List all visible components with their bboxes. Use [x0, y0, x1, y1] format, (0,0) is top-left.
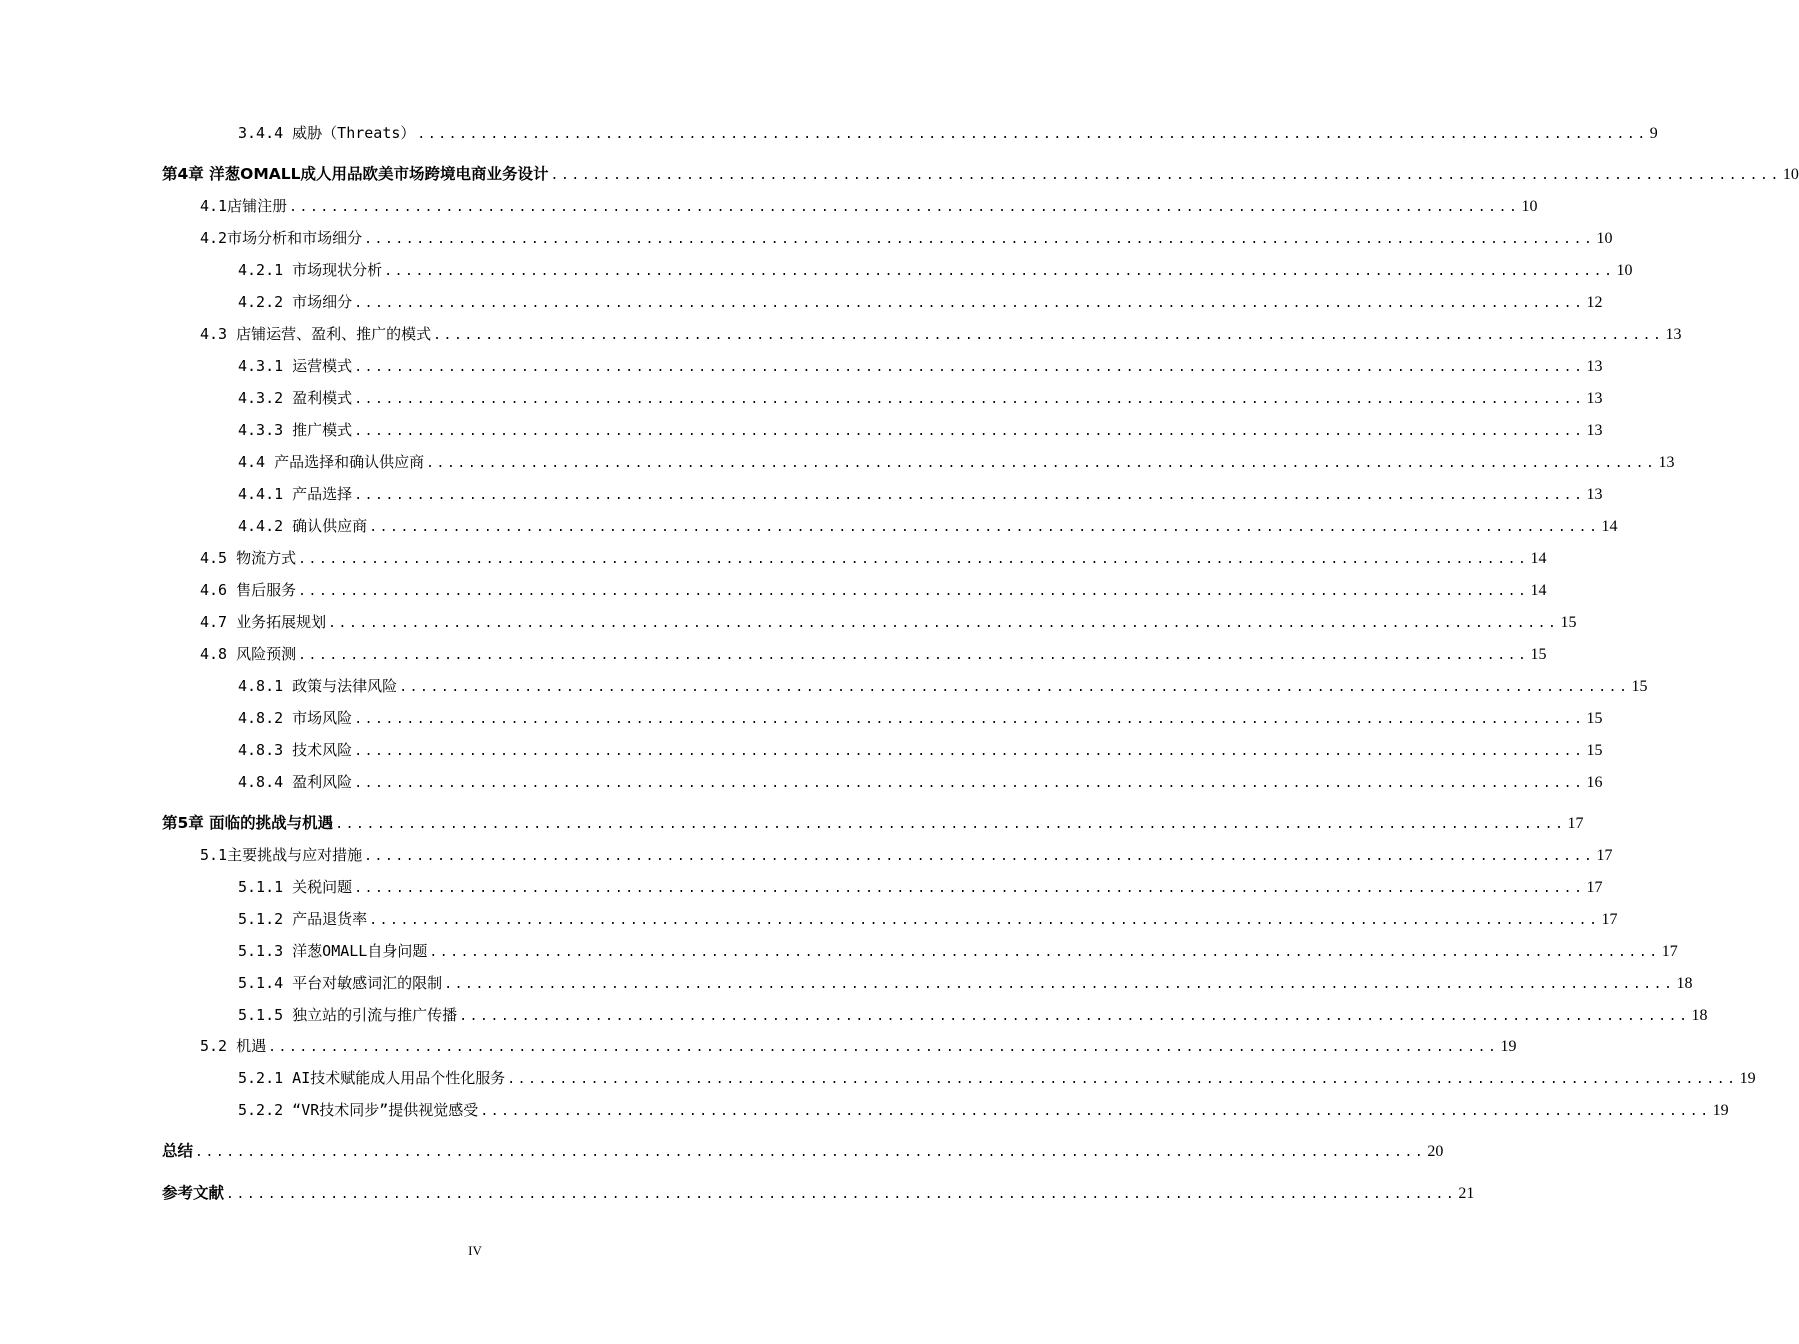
toc-entry-title: 3.4.4 威胁（Threats） [238, 124, 416, 142]
toc-entry-chapter[interactable] [162, 810, 1584, 836]
toc-leader-dots: ...................................................................................................................... [433, 328, 1664, 343]
toc-leader-dots: ...................................................................................................................... [268, 1040, 1499, 1055]
toc-entry-title: 4.4.2 确认供应商 [238, 517, 368, 535]
toc-entry[interactable] [238, 257, 1633, 283]
toc-entry-page: 10 [1521, 198, 1538, 215]
toc-entry[interactable] [238, 289, 1603, 315]
toc-leader-dots: ...................................................................................................................... [226, 1187, 1457, 1202]
toc-entry-page: 15 [1586, 710, 1603, 727]
toc-entry-title: 5.2.2 “VR技术同步”提供视觉感受 [238, 1101, 479, 1119]
toc-leader-dots: ...................................................................................................................... [298, 648, 1529, 663]
toc-entry-page: 15 [1560, 614, 1577, 631]
toc-entry-page: 17 [1586, 879, 1603, 896]
page-number-footer: IV [468, 1243, 482, 1258]
toc-entry-title: 4.3.2 盈利模式 [238, 389, 353, 407]
toc-entry-page: 15 [1631, 678, 1648, 695]
toc-entry[interactable] [238, 120, 1658, 146]
toc-entry-page: 15 [1530, 646, 1547, 663]
toc-entry-title: 5.1.1 关税问题 [238, 878, 353, 896]
toc-leader-dots: ...................................................................................................................... [298, 552, 1529, 567]
toc-entry[interactable] [200, 641, 1547, 667]
toc-entry[interactable] [238, 673, 1648, 699]
toc-entry[interactable] [238, 769, 1603, 795]
toc-entry-title: 4.6 售后服务 [200, 581, 297, 599]
toc-entry[interactable] [238, 481, 1603, 507]
toc-entry-page: 13 [1586, 422, 1603, 439]
toc-entry-page: 13 [1586, 486, 1603, 503]
toc-entry-title: 5.1.2 产品退货率 [238, 910, 368, 928]
toc-entry-page: 18 [1691, 1007, 1708, 1024]
toc-entry-chapter[interactable] [162, 1180, 1475, 1206]
toc-entry-title: 4.3 店铺运营、盈利、推广的模式 [200, 325, 432, 343]
toc-entry[interactable] [200, 842, 1613, 868]
toc-entry-title: 4.1店铺注册 [200, 197, 288, 215]
toc-entry[interactable] [238, 874, 1603, 900]
toc-entry[interactable] [238, 1002, 1708, 1028]
toc-entry-page: 19 [1500, 1038, 1517, 1055]
toc-entry-title: 5.1.4 平台对敏感词汇的限制 [238, 974, 443, 992]
toc-entry[interactable] [200, 609, 1577, 635]
toc-entry-title: 4.8.1 政策与法律风险 [238, 677, 398, 695]
toc-leader-dots: ...................................................................................................................... [369, 520, 1600, 535]
toc-entry-page: 12 [1586, 294, 1603, 311]
toc-entry-page: 13 [1586, 390, 1603, 407]
toc-leader-dots: ...................................................................................................................... [364, 849, 1595, 864]
toc-entry[interactable] [238, 385, 1603, 411]
toc-leader-dots: ...................................................................................................................... [399, 680, 1630, 695]
toc-entry[interactable] [238, 513, 1618, 539]
toc-entry-page: 21 [1458, 1185, 1475, 1202]
toc-leader-dots: ...................................................................................................................... [384, 264, 1615, 279]
toc-leader-dots: ...................................................................................................................... [354, 881, 1585, 896]
toc-entry-page: 14 [1530, 582, 1547, 599]
toc-entry-page: 10 [1596, 230, 1613, 247]
toc-entry-page: 20 [1427, 1143, 1444, 1160]
toc-entry-page: 18 [1676, 975, 1693, 992]
toc-entry-title: 第4章 洋葱OMALL成人用品欧美市场跨境电商业务设计 [162, 165, 549, 183]
toc-entry-page: 13 [1658, 454, 1675, 471]
toc-entry-title: 4.8.4 盈利风险 [238, 773, 353, 791]
toc-entry-title: 5.1.3 洋葱OMALL自身问题 [238, 942, 428, 960]
toc-entry[interactable] [238, 1097, 1729, 1123]
toc-entry-page: 13 [1586, 358, 1603, 375]
toc-entry-title: 5.2.1 AI技术赋能成人用品个性化服务 [238, 1069, 506, 1087]
toc-entry-page: 19 [1712, 1102, 1729, 1119]
toc-entry-page: 14 [1530, 550, 1547, 567]
toc-entry[interactable] [200, 225, 1613, 251]
toc-leader-dots: ...................................................................................................................... [429, 945, 1660, 960]
toc-entry-title: 4.2.2 市场细分 [238, 293, 353, 311]
toc-leader-dots: ...................................................................................................................... [369, 913, 1600, 928]
toc-entry-chapter[interactable] [162, 1138, 1444, 1164]
toc-entry-title: 总结 [162, 1142, 194, 1160]
toc-entry-title: 4.4 产品选择和确认供应商 [238, 453, 425, 471]
toc-entry-title: 4.8 风险预测 [200, 645, 297, 663]
toc-entry-page: 14 [1601, 518, 1618, 535]
toc-entry-title: 5.1主要挑战与应对措施 [200, 846, 363, 864]
toc-entry[interactable] [238, 938, 1678, 964]
toc-entry-page: 19 [1739, 1070, 1756, 1087]
toc-leader-dots: ...................................................................................................................... [328, 616, 1559, 631]
toc-leader-dots: ...................................................................................................................... [507, 1072, 1738, 1087]
toc-leader-dots: ...................................................................................................................... [354, 392, 1585, 407]
toc-entry-chapter[interactable] [162, 161, 1799, 187]
toc-leader-dots: ...................................................................................................................... [354, 488, 1585, 503]
toc-entry-page: 9 [1649, 125, 1658, 142]
toc-entry-title: 4.4.1 产品选择 [238, 485, 353, 503]
toc-leader-dots: ...................................................................................................................... [426, 456, 1657, 471]
toc-entry-page: 17 [1601, 911, 1618, 928]
toc-entry-page: 17 [1596, 847, 1613, 864]
toc-leader-dots: ...................................................................................................................... [195, 1145, 1426, 1160]
toc-leader-dots: ...................................................................................................................... [459, 1009, 1690, 1024]
toc-entry[interactable] [238, 1065, 1756, 1091]
toc-entry-page: 17 [1661, 943, 1678, 960]
toc-leader-dots: ...................................................................................................................... [354, 776, 1585, 791]
toc-leader-dots: ...................................................................................................................... [444, 977, 1675, 992]
toc-entry[interactable] [238, 417, 1603, 443]
toc-entry-page: 16 [1586, 774, 1603, 791]
toc-entry[interactable] [238, 737, 1603, 763]
toc-entry[interactable] [200, 545, 1547, 571]
toc-entry-title: 4.2.1 市场现状分析 [238, 261, 383, 279]
toc-entry-title: 4.7 业务拓展规划 [200, 613, 327, 631]
toc-entry-title: 4.3.1 运营模式 [238, 357, 353, 375]
toc-entry-title: 5.2 机遇 [200, 1037, 267, 1055]
toc-entry-page: 17 [1567, 815, 1584, 832]
toc-entry[interactable] [238, 906, 1618, 932]
toc-entry-title: 参考文献 [162, 1184, 225, 1202]
toc-entry[interactable] [238, 353, 1603, 379]
toc-entry-title: 4.3.3 推广模式 [238, 421, 353, 439]
toc-entry-title: 4.8.2 市场风险 [238, 709, 353, 727]
toc-leader-dots: ...................................................................................................................... [354, 744, 1585, 759]
toc-leader-dots: ...................................................................................................................... [289, 200, 1520, 215]
toc-leader-dots: ...................................................................................................................... [417, 127, 1648, 142]
toc-entry[interactable] [238, 970, 1693, 996]
toc-entry[interactable] [238, 449, 1675, 475]
toc-leader-dots: ...................................................................................................................... [354, 360, 1585, 375]
toc-entry[interactable] [200, 321, 1682, 347]
toc-entry-title: 4.2市场分析和市场细分 [200, 229, 363, 247]
toc-entry-title: 5.1.5 独立站的引流与推广传播 [238, 1006, 458, 1024]
toc-entry-page: 10 [1616, 262, 1633, 279]
toc-leader-dots: ...................................................................................................................... [354, 296, 1585, 311]
toc-entry-page: 15 [1586, 742, 1603, 759]
toc-leader-dots: ...................................................................................................................... [480, 1104, 1711, 1119]
toc-leader-dots: ...................................................................................................................... [298, 584, 1529, 599]
toc-entry-title: 第5章 面临的挑战与机遇 [162, 814, 334, 832]
toc-entry[interactable] [200, 193, 1538, 219]
toc-entry-title: 4.5 物流方式 [200, 549, 297, 567]
toc-entry-page: 10 [1782, 166, 1799, 183]
toc-leader-dots: ...................................................................................................................... [354, 712, 1585, 727]
toc-entry-title: 4.8.3 技术风险 [238, 741, 353, 759]
toc-entry[interactable] [238, 705, 1603, 731]
toc-leader-dots: ...................................................................................................................... [335, 817, 1566, 832]
toc-leader-dots: ...................................................................................................................... [550, 168, 1781, 183]
toc-entry[interactable] [200, 577, 1547, 603]
toc-entry-page: 13 [1665, 326, 1682, 343]
toc-leader-dots: ...................................................................................................................... [364, 232, 1595, 247]
toc-entry[interactable] [200, 1033, 1517, 1059]
toc-leader-dots: ...................................................................................................................... [354, 424, 1585, 439]
